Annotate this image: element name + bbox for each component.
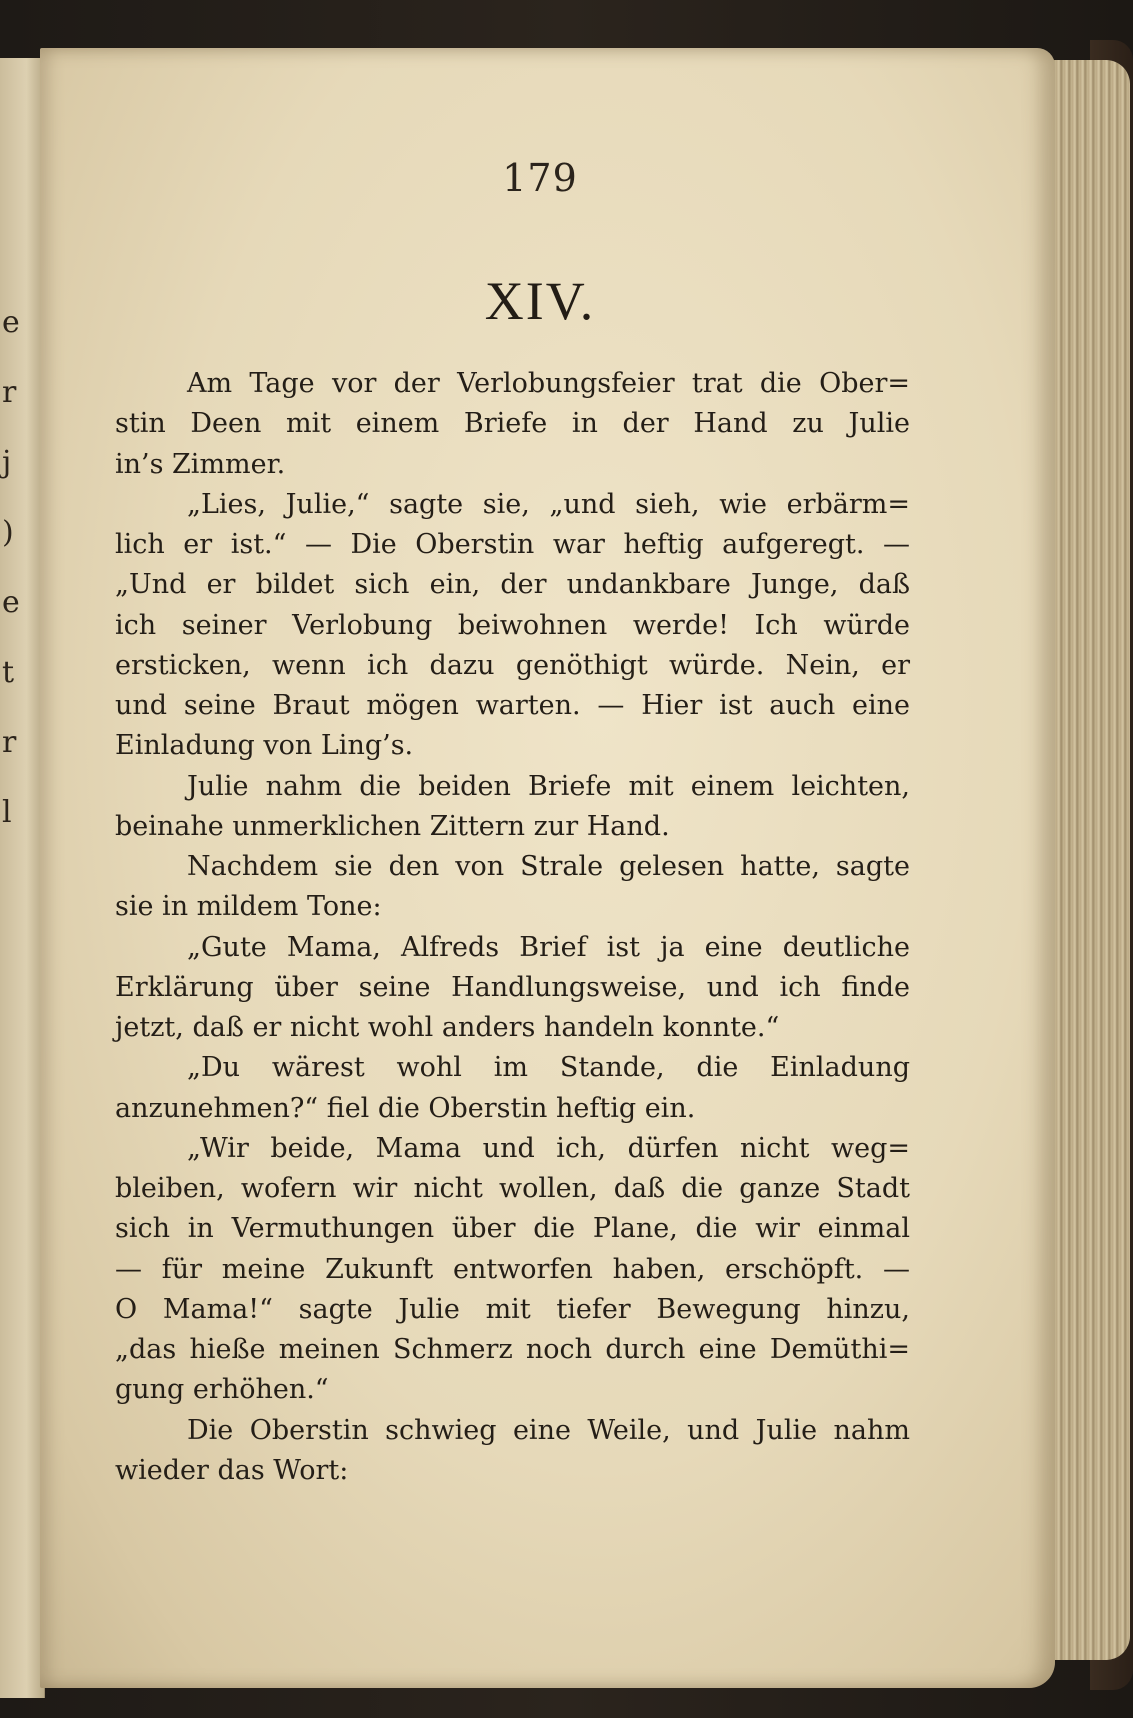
- left-page-edge: [0, 58, 45, 1698]
- left-page-fragments: [2, 288, 22, 848]
- text-line: sich in Vermuthungen über die Plane, die wir einmal: [115, 1213, 910, 1245]
- text-line: stin Deen mit einem Briefe in der Hand zu Julie: [115, 408, 910, 440]
- text-line: Julie nahm die beiden Briefe mit einem leichten,: [187, 770, 910, 802]
- text-line: „Wir beide, Mama und ich, dürfen nicht weg=: [187, 1132, 910, 1164]
- text-line: ich seiner Verlobung beiwohnen werde! Ich würde: [115, 609, 910, 641]
- text-line: wieder das Wort:: [115, 1454, 349, 1486]
- text-line: Einladung von Ling’s.: [115, 730, 414, 762]
- text-line: — für meine Zukunft entworfen haben, erschöpft. —: [115, 1253, 910, 1285]
- book-page: [40, 48, 1055, 1688]
- text-line: ersticken, wenn ich dazu genöthigt würde. Nein, er: [115, 649, 910, 681]
- text-line: gung erhöhen.“: [115, 1374, 329, 1406]
- text-line: bleiben, wofern wir nicht wollen, daß die ganze Stadt: [115, 1173, 910, 1204]
- text-line: „Gute Mama, Alfreds Brief ist ja eine deutliche: [187, 931, 910, 963]
- text-line: sie in mildem Tone:: [115, 891, 382, 923]
- left-page-fragment: e: [2, 585, 20, 620]
- text-line: Am Tage vor der Verlobungsfeier trat die Ober=: [187, 368, 910, 399]
- text-line: anzunehmen?“ fiel die Oberstin heftig ein.: [115, 1092, 696, 1124]
- text-line: „Und er bildet sich ein, der undankbare Junge, daß: [115, 569, 910, 601]
- page-number: 179: [502, 156, 578, 200]
- body-text: [115, 364, 910, 1491]
- text-line: in’s Zimmer.: [115, 448, 286, 480]
- text-line: Erklärung über seine Handlungsweise, und ich finde: [115, 971, 910, 1003]
- text-line: „das hieße meinen Schmerz noch durch eine Demüthi=: [115, 1334, 910, 1365]
- text-line: beinahe unmerklichen Zittern zur Hand.: [115, 810, 670, 842]
- text-line: O Mama!“ sagte Julie mit tiefer Bewegung hinzu,: [115, 1293, 910, 1325]
- chapter-title: XIV.: [484, 271, 596, 331]
- text-line: Die Oberstin schwieg eine Weile, und Julie nahm: [187, 1414, 910, 1446]
- left-page-fragment: r: [2, 375, 17, 410]
- left-page-fragment: e: [2, 305, 20, 340]
- text-line: Nachdem sie den von Strale gelesen hatte, sagte: [187, 851, 910, 882]
- left-page-fragment: t: [2, 655, 15, 690]
- text-line: jetzt, daß er nicht wohl anders handeln konnte.“: [115, 1012, 780, 1043]
- text-line: und seine Braut mögen warten. — Hier ist auch eine: [115, 690, 910, 721]
- left-page-fragment: ): [2, 515, 14, 550]
- text-line: „Lies, Julie,“ sagte sie, „und sieh, wie erbärm=: [187, 488, 910, 520]
- text-line: „Du wärest wohl im Stande, die Einladung: [187, 1052, 910, 1084]
- text-line: lich er ist.“ — Die Oberstin war heftig aufgeregt. —: [115, 529, 910, 560]
- left-page-fragment: j: [2, 445, 12, 480]
- left-page-fragment: l: [2, 795, 12, 830]
- left-page-fragment: r: [2, 725, 17, 760]
